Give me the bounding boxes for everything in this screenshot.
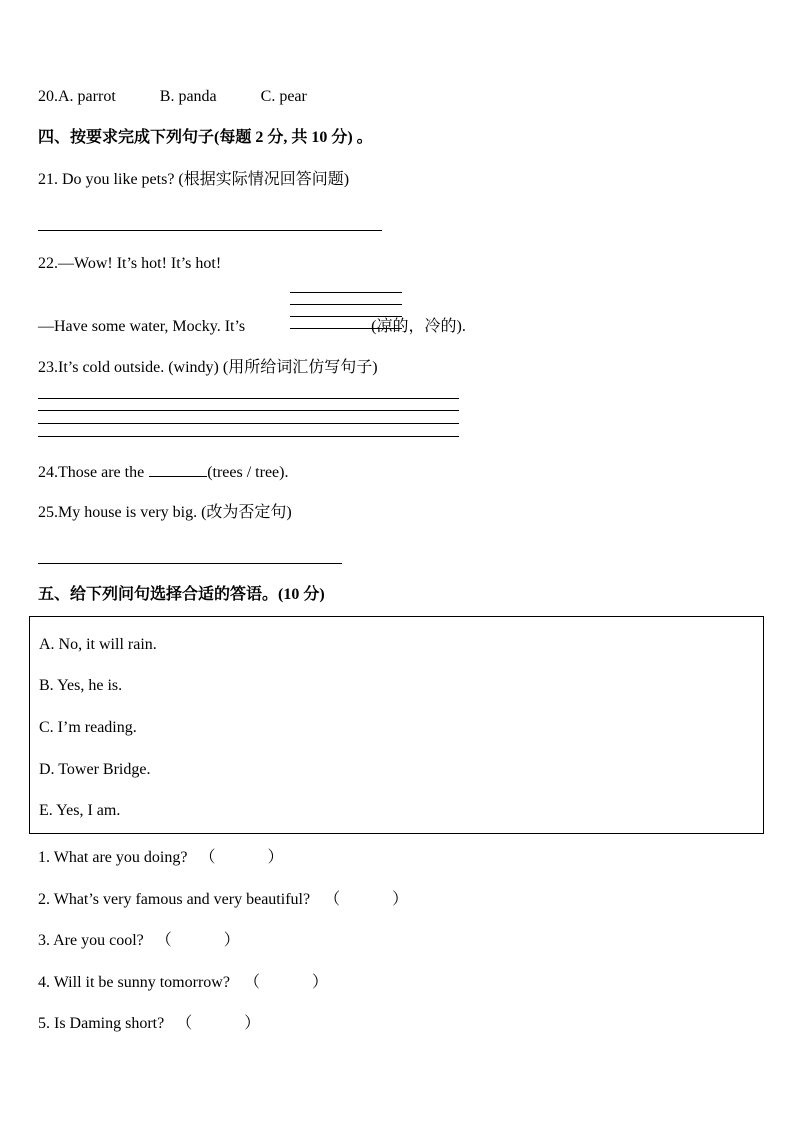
q20-option-c: C. pear: [260, 88, 307, 105]
question-5-close: ）: [244, 1015, 261, 1032]
q22-line1: 22.—Wow! It’s hot! It’s hot!: [38, 255, 222, 272]
q20-option-b: B. panda: [159, 88, 217, 105]
option-e: E. Yes, I am.: [39, 802, 121, 819]
option-a: A. No, it will rain.: [39, 636, 157, 653]
question-1: [38, 848, 283, 868]
option-b: B. Yes, he is.: [39, 677, 123, 694]
q23-text: 23.It’s cold outside. (windy) (用所给词汇仿写句子): [38, 359, 378, 376]
answer-options-box: [29, 616, 764, 834]
question-4: [38, 973, 328, 993]
q23-answer-line-4[interactable]: [38, 436, 459, 437]
q22-answer-line-2[interactable]: [290, 304, 402, 305]
question-5-open: （: [176, 1015, 193, 1032]
q21-text: 21. Do you like pets? (根据实际情况回答问题): [38, 171, 350, 188]
question-3-text: 3. Are you cool?: [38, 932, 144, 949]
q23-answer-line-2[interactable]: [38, 410, 459, 411]
question-4-text: 4. Will it be sunny tomorrow?: [38, 974, 230, 991]
q25-answer-line[interactable]: [38, 563, 342, 564]
q24-start: 24.Those are the: [38, 464, 145, 481]
question-1-open: （: [199, 849, 216, 866]
q22-line2-end: (凉的，冷的).: [371, 318, 466, 335]
q20-option-a: A. parrot: [58, 88, 116, 105]
q21-answer-line[interactable]: [38, 230, 382, 231]
question-2: [38, 890, 408, 910]
q22-line2: [38, 317, 466, 337]
question-4-open: （: [243, 974, 260, 991]
q20-number: 20.: [38, 88, 58, 105]
question-2-text: 2. What’s very famous and very beautiful?: [38, 891, 311, 908]
q23-answer-line-3[interactable]: [38, 423, 459, 424]
option-d: D. Tower Bridge.: [39, 761, 151, 778]
q22-answer-line-1[interactable]: [290, 292, 402, 293]
question-5: [38, 1014, 260, 1034]
question-3: [38, 931, 240, 951]
section5-title: 五、给下列问句选择合适的答语。(10 分): [38, 586, 325, 603]
question-1-text: 1. What are you doing?: [38, 849, 188, 866]
question-2-open: （: [324, 891, 341, 908]
question-2-close: ）: [392, 891, 409, 908]
section4-title: 四、按要求完成下列句子(每题 2 分, 共 10 分) 。: [38, 129, 373, 146]
q23-answer-line-1[interactable]: [38, 398, 459, 399]
question-3-close: ）: [223, 932, 240, 949]
question-3-open: （: [155, 932, 172, 949]
q24-end: (trees / tree).: [207, 464, 289, 481]
question-5-text: 5. Is Daming short?: [38, 1015, 165, 1032]
q25-text: 25.My house is very big. (改为否定句): [38, 504, 292, 521]
q24-row: [38, 462, 288, 483]
question-4-close: ）: [311, 974, 328, 991]
q22-line2-start: —Have some water, Mocky. It’s: [38, 318, 246, 335]
q20-row: [38, 87, 307, 107]
option-c: C. I’m reading.: [39, 719, 137, 736]
q24-blank[interactable]: [149, 462, 207, 477]
question-1-close: ）: [267, 849, 284, 866]
